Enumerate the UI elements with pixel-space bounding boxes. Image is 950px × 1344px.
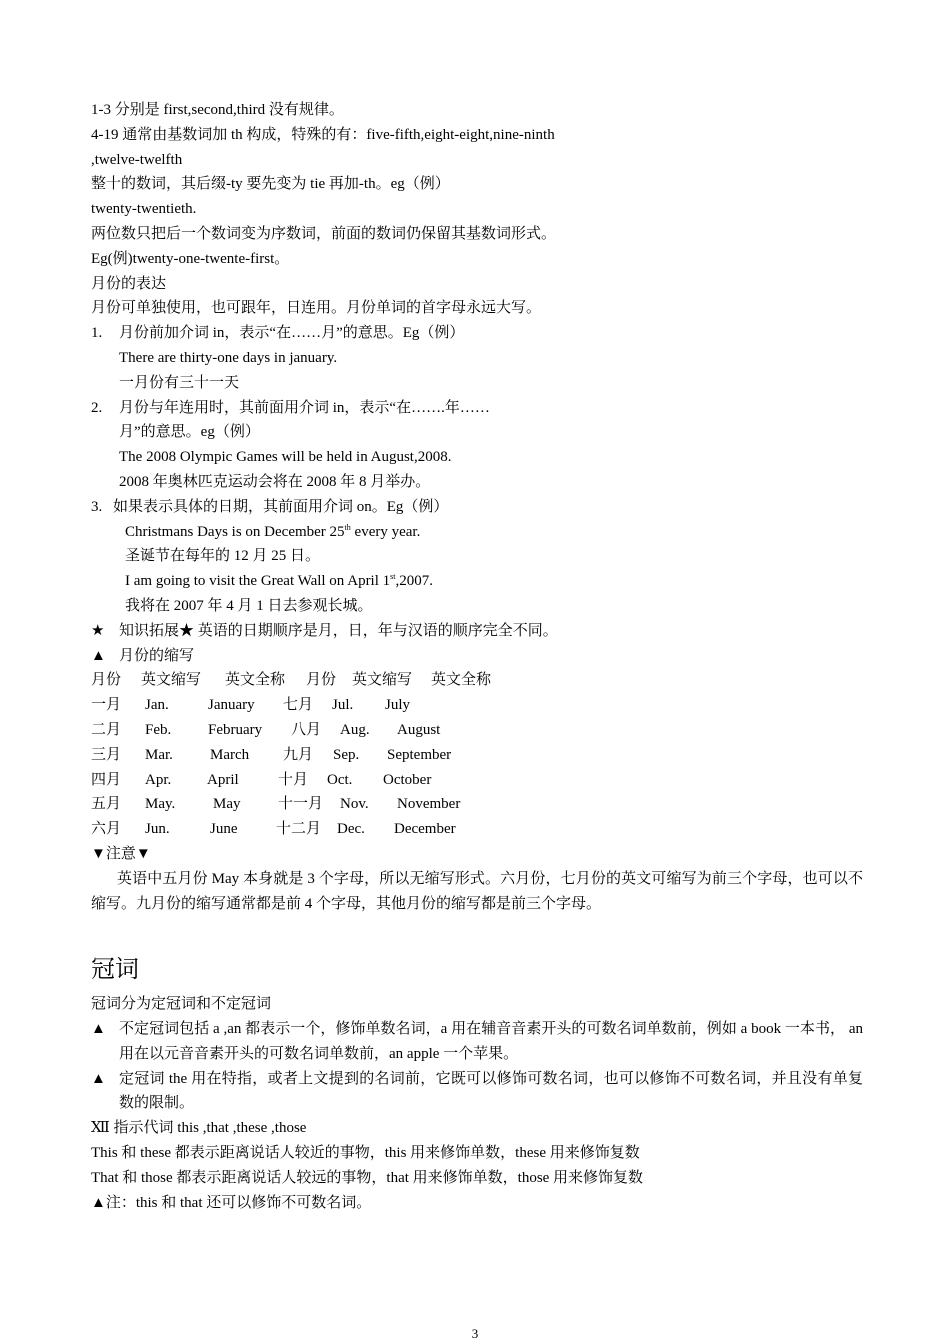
star-icon: ★ bbox=[91, 622, 105, 639]
list-item bbox=[91, 495, 863, 520]
text-line: ,twelve-twelfth bbox=[91, 151, 183, 168]
example-line: There are thirty-one days in january. bbox=[119, 349, 338, 366]
table-cell: 六月 bbox=[91, 821, 122, 838]
text-line: 整十的数词，其后缀-ty 要先变为 tie 再加-th。eg（例） bbox=[91, 176, 450, 193]
text-line: 4-19 通常由基数词加 th 构成，特殊的有：five-fifth,eight-eight,nine-ninth bbox=[91, 126, 555, 143]
table-cell: 四月 bbox=[91, 771, 122, 788]
translation-line: 2008 年奥林匹克运动会将在 2008 年 8 月举办。 bbox=[119, 473, 431, 490]
table-cell: 一月 bbox=[91, 697, 122, 714]
section-title bbox=[91, 644, 863, 669]
text-line: 1-3 分别是 first,second,third 没有规律。 bbox=[91, 102, 344, 118]
table-cell: 九月 bbox=[283, 746, 314, 763]
table-cell: February bbox=[208, 721, 263, 738]
table-cell: Oct. bbox=[327, 771, 353, 788]
table-cell: Feb. bbox=[145, 721, 172, 738]
list-text: 月份与年连用时，其前面用介词 in，表示“在…….年…… bbox=[119, 399, 490, 416]
table-cell: 二月 bbox=[91, 721, 122, 738]
table-cell: 七月 bbox=[283, 697, 314, 714]
table-cell: May bbox=[213, 796, 241, 813]
table-cell: 三月 bbox=[91, 746, 122, 763]
translation-line: 我将在 2007 年 4 月 1 日去参观长城。 bbox=[125, 597, 373, 614]
table-cell: Jul. bbox=[332, 697, 354, 714]
superscript: st bbox=[390, 572, 396, 582]
example-text: every year. bbox=[350, 523, 421, 540]
text-line: Eg(例)twenty-one-twente-first。 bbox=[91, 250, 290, 267]
table-row bbox=[91, 718, 863, 743]
table-cell: November bbox=[397, 796, 461, 813]
header-cell: 英文缩写 bbox=[141, 672, 202, 689]
table-cell: Aug. bbox=[340, 721, 370, 738]
table-cell: May. bbox=[145, 796, 176, 813]
text-line: That 和 those 都表示距离说话人较远的事物，that 用来修饰单数，those 用来修饰复数 bbox=[91, 1169, 644, 1186]
table-row bbox=[91, 743, 863, 768]
section-title: Ⅻ 指示代词 this ,that ,these ,those bbox=[91, 1120, 307, 1137]
table-cell: Jan. bbox=[145, 697, 169, 714]
section-heading: 冠词 bbox=[91, 955, 139, 984]
knowledge-extension bbox=[91, 619, 863, 644]
table-row bbox=[91, 693, 863, 718]
table-cell: 五月 bbox=[91, 796, 122, 813]
table-cell: June bbox=[210, 821, 238, 838]
table-cell: Mar. bbox=[145, 746, 173, 763]
list-text-cont: 月”的意思。eg（例） bbox=[119, 424, 260, 441]
table-cell: 八月 bbox=[291, 721, 322, 738]
bullet-item bbox=[91, 1017, 863, 1067]
extension-text: 知识拓展★ 英语的日期顺序是月，日，年与汉语的顺序完全不同。 bbox=[119, 622, 558, 639]
list-item bbox=[91, 321, 863, 346]
text-line: 冠词分为定冠词和不定冠词 bbox=[91, 996, 272, 1013]
triangle-icon: ▲ bbox=[91, 1021, 106, 1038]
list-number: 3. bbox=[91, 498, 103, 515]
text-line: 月份可单独使用，也可跟年，日连用。月份单词的首字母永远大写。 bbox=[91, 300, 542, 317]
list-text: 月份前加介词 in，表示“在……月”的意思。Eg（例） bbox=[119, 325, 465, 342]
example-line: The 2008 Olympic Games will be held in August,2008. bbox=[119, 449, 452, 466]
table-cell: August bbox=[397, 721, 441, 738]
bullet-text: 不定冠词包括 a ,an 都表示一个，修饰单数名词，a 用在辅音音素开头的可数名词单数前，例如 a book 一本书， an 用在以元音音素开头的可数名词单数前，an apple 一个苹果。 bbox=[119, 1021, 863, 1062]
page-number: 3 bbox=[471, 1326, 479, 1341]
note-title: ▼注意▼ bbox=[91, 845, 151, 862]
header-cell: 英文全称 bbox=[225, 672, 286, 689]
example-line bbox=[91, 520, 863, 545]
table-cell: 十月 bbox=[278, 771, 309, 788]
translation-line: 圣诞节在每年的 12 月 25 日。 bbox=[125, 548, 321, 565]
table-cell: April bbox=[207, 771, 239, 788]
triangle-icon: ▲ bbox=[91, 1070, 106, 1087]
list-number: 1. bbox=[91, 325, 103, 342]
table-cell: December bbox=[394, 821, 456, 838]
table-cell: October bbox=[383, 771, 432, 788]
translation-line: 一月份有三十一天 bbox=[119, 374, 240, 391]
note-paragraph: 英语中五月份 May 本身就是 3 个字母，所以无缩写形式。六月份，七月份的英文可缩写为前三个字母，也可以不缩写。九月份的缩写通常都是前 4 个字母，其他月份的缩写都是前三个字母。 bbox=[91, 870, 863, 912]
table-cell: January bbox=[208, 697, 255, 714]
superscript: th bbox=[344, 522, 351, 532]
text-line: This 和 these 都表示距离说话人较近的事物，this 用来修饰单数，these 用来修饰复数 bbox=[91, 1145, 640, 1162]
list-item bbox=[91, 396, 863, 421]
header-cell: 月份 bbox=[91, 672, 122, 689]
triangle-icon: ▲ bbox=[91, 647, 106, 664]
table-cell: July bbox=[385, 697, 411, 714]
text-line: 两位数只把后一个数词变为序数词，前面的数词仍保留其基数词形式。 bbox=[91, 225, 557, 242]
bullet-item bbox=[91, 1067, 863, 1117]
table-cell: Nov. bbox=[340, 796, 369, 813]
header-cell: 英文全称 bbox=[431, 672, 492, 689]
header-cell: 月份 bbox=[306, 672, 337, 689]
table-header bbox=[91, 668, 863, 693]
bullet-text: 定冠词 the 用在特指，或者上文提到的名词前，它既可以修饰可数名词，也可以修饰不可数名词，并且没有单复数的限制。 bbox=[119, 1070, 863, 1112]
example-text: I am going to visit the Great Wall on April 1 bbox=[125, 573, 391, 590]
text-line: ▲注：this 和 that 还可以修饰不可数名词。 bbox=[91, 1194, 372, 1211]
header-cell: 英文缩写 bbox=[352, 672, 413, 689]
example-line bbox=[91, 569, 863, 594]
table-cell: September bbox=[387, 746, 452, 763]
table-row bbox=[91, 817, 863, 842]
table-cell: Sep. bbox=[333, 746, 360, 763]
table-row bbox=[91, 792, 863, 817]
table-cell: Dec. bbox=[337, 821, 365, 838]
list-number: 2. bbox=[91, 399, 103, 416]
section-title-text: 月份的缩写 bbox=[119, 647, 195, 664]
list-text: 如果表示具体的日期，其前面用介词 on。Eg（例） bbox=[113, 498, 449, 515]
text-line: twenty-twentieth. bbox=[91, 201, 197, 218]
table-cell: March bbox=[210, 746, 250, 763]
document-page bbox=[91, 98, 863, 1215]
table-cell: 十一月 bbox=[278, 796, 324, 813]
example-text: ,2007. bbox=[395, 573, 433, 590]
example-text: Christmans Days is on December 25 bbox=[125, 523, 345, 540]
table-cell: Apr. bbox=[145, 771, 172, 788]
table-cell: Jun. bbox=[145, 821, 170, 838]
table-cell: 十二月 bbox=[276, 821, 322, 838]
section-title: 月份的表达 bbox=[91, 275, 167, 292]
table-row bbox=[91, 768, 863, 793]
